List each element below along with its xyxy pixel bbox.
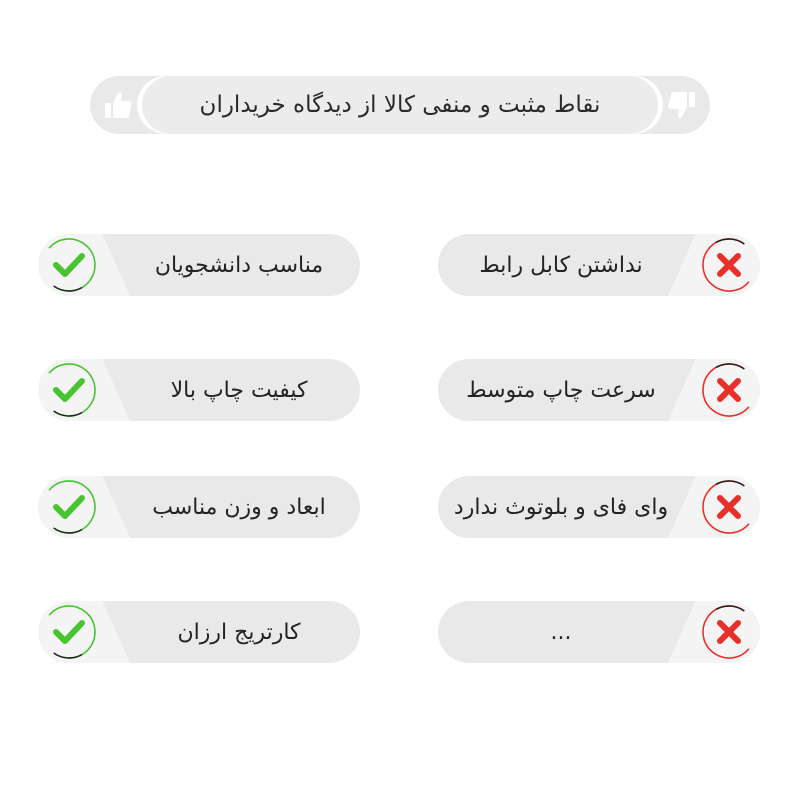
check-icon: [38, 601, 100, 663]
cross-icon: [698, 601, 760, 663]
pro-label: کیفیت چاپ بالا: [170, 377, 308, 403]
cross-icon: [698, 234, 760, 296]
cross-icon: [698, 476, 760, 538]
header-title-box: [142, 76, 658, 134]
header-bar: [90, 76, 710, 134]
check-icon: [38, 234, 100, 296]
pro-label: ابعاد و وزن مناسب: [152, 494, 326, 520]
pro-label: مناسب دانشجویان: [154, 252, 324, 278]
check-icon: [38, 476, 100, 538]
con-label: ...: [550, 619, 572, 645]
check-icon: [38, 359, 100, 421]
cross-icon: [698, 359, 760, 421]
thumbs-down-icon: [664, 87, 700, 123]
pro-label: کارتریج ارزان: [177, 619, 301, 645]
con-label: نداشتن کابل رابط: [479, 252, 643, 278]
con-label: وای فای و بلوتوث ندارد: [453, 494, 669, 520]
page-title: نقاط مثبت و منفی کالا از دیدگاه خریداران: [199, 92, 601, 118]
con-label: سرعت چاپ متوسط: [466, 377, 656, 403]
thumbs-up-icon: [100, 87, 136, 123]
